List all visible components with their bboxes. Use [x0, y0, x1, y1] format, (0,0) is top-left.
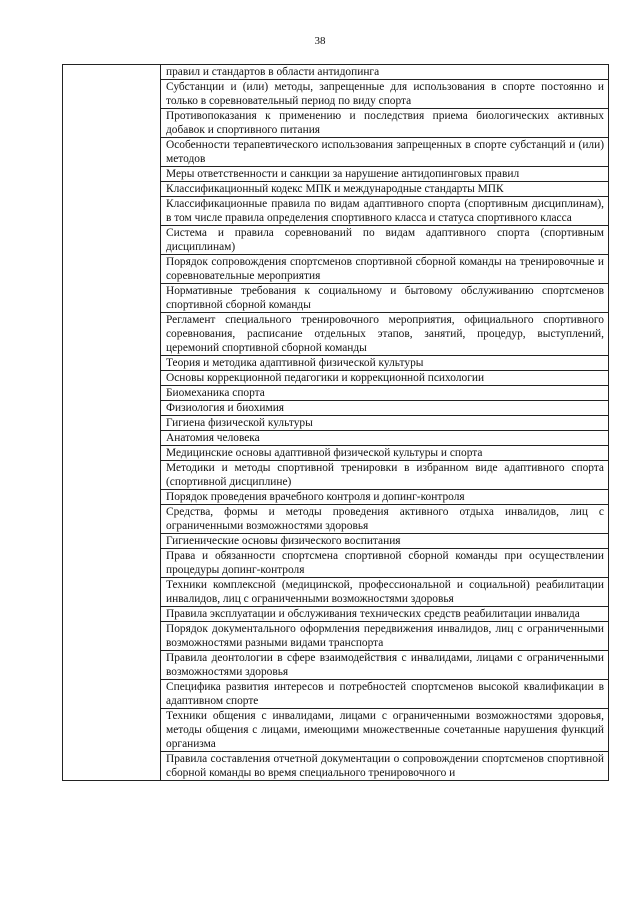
knowledge-item-cell — [161, 356, 609, 371]
table-body — [63, 65, 609, 781]
knowledge-item-text: Правила эксплуатации и обслуживания технических средств реабилитации инвалида — [166, 608, 580, 620]
knowledge-item-cell — [161, 138, 609, 167]
knowledge-item-text: Система и правила соревнований по видам адаптивного спорта (спортивным дисциплинам) — [166, 227, 604, 253]
knowledge-item-text: Гигиенические основы физического воспитания — [166, 535, 401, 547]
knowledge-item-text: Физиология и биохимия — [166, 402, 285, 414]
knowledge-item-cell — [161, 680, 609, 709]
knowledge-item-text: Специфика развития интересов и потребностей спортсменов высокой квалификации в адаптивном спорте — [166, 681, 604, 707]
knowledge-item-cell — [161, 80, 609, 109]
knowledge-item-cell — [161, 416, 609, 431]
knowledge-item-cell — [161, 109, 609, 138]
knowledge-item-cell — [161, 446, 609, 461]
knowledge-item-text: Особенности терапевтического использования запрещенных в спорте субстанций и (или) методов — [166, 139, 604, 165]
requirements-table — [62, 64, 609, 781]
knowledge-item-cell — [161, 255, 609, 284]
knowledge-item-cell — [161, 401, 609, 416]
knowledge-item-cell — [161, 431, 609, 446]
knowledge-item-text: Классификационный кодекс МПК и международные стандарты МПК — [166, 183, 504, 195]
knowledge-item-cell — [161, 182, 609, 197]
knowledge-item-text: Теория и методика адаптивной физической культуры — [166, 357, 424, 369]
knowledge-item-text: Нормативные требования к социальному и бытовому обслуживанию спортсменов спортивной сборной команды — [166, 285, 604, 311]
knowledge-item-text: Права и обязанности спортсмена спортивной сборной команды при осуществлении процедуры допинг-контроля — [166, 550, 604, 576]
knowledge-item-cell — [161, 313, 609, 356]
knowledge-item-cell — [161, 607, 609, 622]
knowledge-item-text: Правила деонтологии в сфере взаимодействия с инвалидами, лицами с ограниченными возможностями здоровья — [166, 652, 604, 678]
knowledge-item-text: Субстанции и (или) методы, запрещенные для использования в спорте постоянно и только в соревновательный период по виду спорта — [166, 81, 604, 107]
knowledge-item-text: Противопоказания к применению и последствия приема биологических активных добавок и спортивного питания — [166, 110, 604, 136]
knowledge-item-text: Техники общения с инвалидами, лицами с ограниченными возможностями здоровья, методы общения с лицами, имеющими множественные сочетанные нарушения функций организма — [166, 710, 604, 750]
knowledge-item-cell — [161, 490, 609, 505]
knowledge-item-cell — [161, 622, 609, 651]
knowledge-item-cell — [161, 651, 609, 680]
knowledge-item-text: Методики и методы спортивной тренировки в избранном виде адаптивного спорта (спортивной дисциплине) — [166, 462, 604, 488]
knowledge-item-cell — [161, 752, 609, 781]
knowledge-item-cell — [161, 371, 609, 386]
knowledge-item-cell — [161, 197, 609, 226]
knowledge-item-cell — [161, 709, 609, 752]
knowledge-item-text: Правила составления отчетной документации о сопровождении спортсменов спортивной сборной команды во время специального тренировочного и — [166, 753, 604, 779]
left-column-cell — [63, 65, 161, 781]
knowledge-item-text: Основы коррекционной педагогики и коррекционной психологии — [166, 372, 485, 384]
knowledge-item-cell — [161, 65, 609, 80]
knowledge-item-cell — [161, 284, 609, 313]
knowledge-item-cell — [161, 167, 609, 182]
page-number: 38 — [314, 35, 326, 47]
knowledge-item-cell — [161, 386, 609, 401]
knowledge-item-text: правил и стандартов в области антидопинга — [166, 66, 380, 78]
knowledge-item-text: Меры ответственности и санкции за нарушение антидопинговых правил — [166, 168, 520, 180]
knowledge-item-text: Порядок проведения врачебного контроля и допинг-контроля — [166, 491, 465, 503]
knowledge-item-text: Порядок документального оформления передвижения инвалидов, лиц с ограниченными возможностями разными видами транспорта — [166, 623, 604, 649]
knowledge-item-text: Регламент специального тренировочного мероприятия, официального спортивного соревнования, расписание отдельных этапов, занятий, процедур, выступлений, церемоний спортивной сборной команды — [166, 314, 604, 354]
knowledge-item-cell — [161, 226, 609, 255]
knowledge-item-text: Порядок сопровождения спортсменов спортивной сборной команды на тренировочные и соревновательные мероприятия — [166, 256, 604, 282]
knowledge-item-cell — [161, 578, 609, 607]
knowledge-item-text: Классификационные правила по видам адаптивного спорта (спортивным дисциплинам), в том числе правила определения спортивного класса и статуса спортивного класса — [166, 198, 604, 224]
knowledge-item-text: Медицинские основы адаптивной физической культуры и спорта — [166, 447, 483, 459]
knowledge-item-cell — [161, 549, 609, 578]
knowledge-item-cell — [161, 461, 609, 490]
table-row — [63, 65, 609, 80]
knowledge-item-cell — [161, 534, 609, 549]
knowledge-item-cell — [161, 505, 609, 534]
knowledge-item-text: Техники комплексной (медицинской, профессиональной и социальной) реабилитации инвалидов, лиц с ограниченными возможностями здоровья — [166, 579, 604, 605]
knowledge-item-text: Гигиена физической культуры — [166, 417, 313, 429]
knowledge-item-text: Биомеханика спорта — [166, 387, 265, 399]
knowledge-item-text: Средства, формы и методы проведения активного отдыха инвалидов, лиц с ограниченными возможностями здоровья — [166, 506, 604, 532]
knowledge-item-text: Анатомия человека — [166, 432, 260, 444]
